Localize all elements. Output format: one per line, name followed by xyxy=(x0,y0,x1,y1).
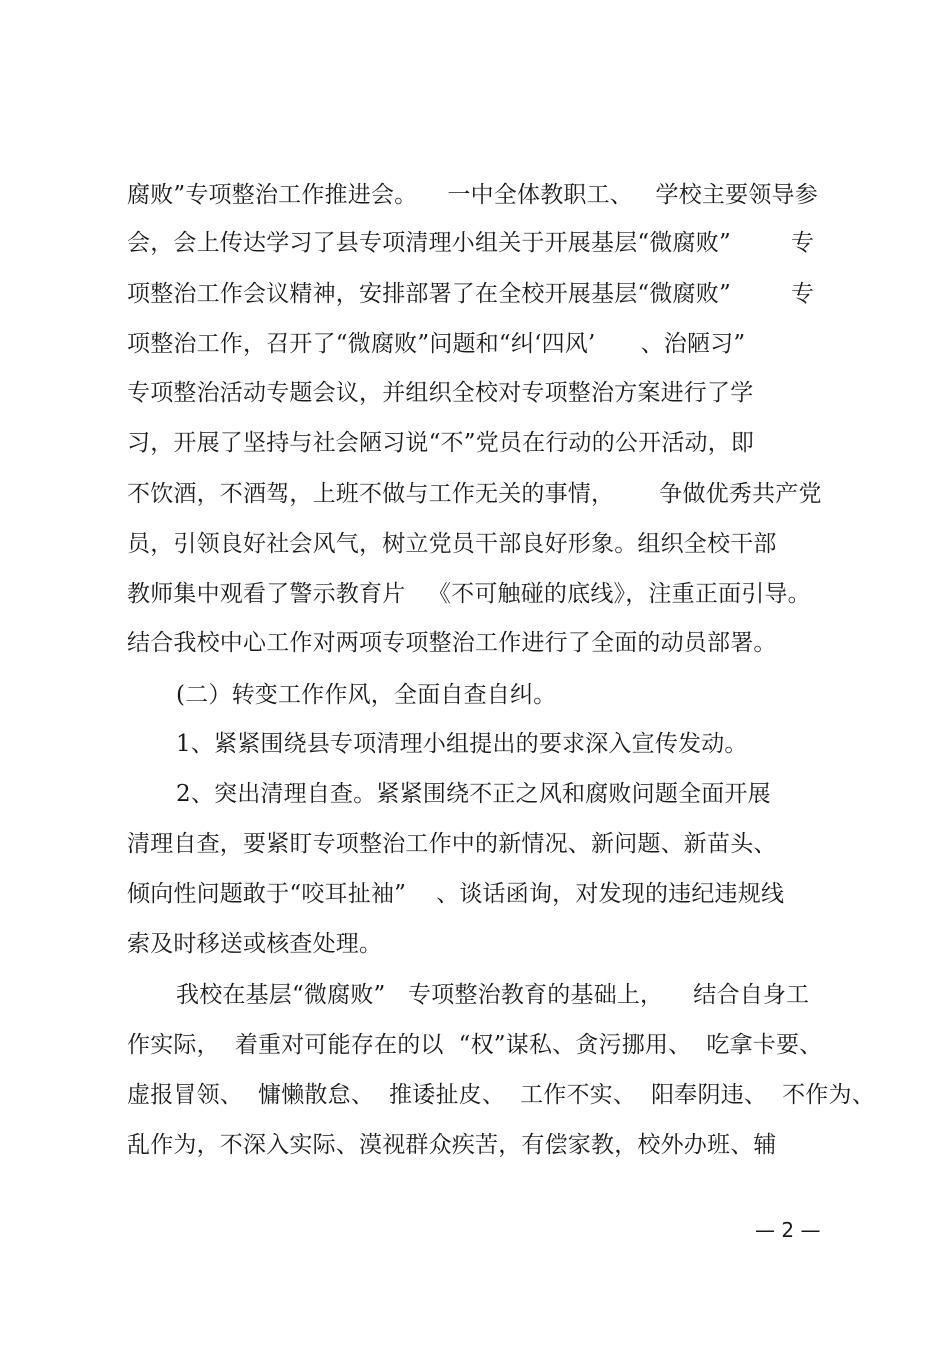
text-line: 我校在基层“微腐败” 专项整治教育的基础上， 结合自身工 xyxy=(176,982,810,1008)
page-number: — 2 — xyxy=(755,1218,821,1242)
text-line: 项整治工作，召开了“微腐败”问题和“纠‘四风’ 、治陋习” xyxy=(127,331,746,357)
section-heading: (二）转变工作作风，全面自查自纠。 xyxy=(176,682,557,708)
text-line: 索及时移送或核查处理。 xyxy=(127,931,383,957)
text-line: 员，引领良好社会风气，树立党员干部良好形象。组织全校干部 xyxy=(127,531,777,557)
text-line: 乱作为，不深入实际、漠视群众疾苦，有偿家教，校外办班、辅 xyxy=(127,1132,777,1158)
text-line: 清理自查，要紧盯专项整治工作中的新情况、新问题、新苗头、 xyxy=(127,831,777,857)
text-line: 作实际， 着重对可能存在的以 “权”谋私、贪污挪用、 吃拿卡要、 xyxy=(127,1032,823,1058)
text-line: 1、紧紧围绕县专项清理小组提出的要求深入宣传发动。 xyxy=(176,731,748,757)
text-line: 腐败”专项整治工作推进会。 一中全体教职工、 学校主要领导参 xyxy=(127,182,818,208)
text-line: 结合我校中心工作对两项专项整治工作进行了全面的动员部署。 xyxy=(127,630,777,656)
text-line: 2、突出清理自查。紧紧围绕不正之风和腐败问题全面开展 xyxy=(176,781,771,807)
text-line: 不饮酒，不酒驾，上班不做与工作无关的事情， 争做优秀共产党 xyxy=(127,481,822,507)
text-line: 项整治工作会议精神，安排部署了在全校开展基层“微腐败” 专 xyxy=(127,281,815,307)
text-line: 倾向性问题敢于“咬耳扯袖” 、谈话函询，对发现的违纪违规线 xyxy=(127,881,785,907)
text-line: 虚报冒领、 慵懒散怠、 推诿扯皮、 工作不实、 阳奉阴违、 不作为、 xyxy=(127,1082,875,1108)
text-line: 教师集中观看了警示教育片 《不可触碰的底线》，注重正面引导。 xyxy=(127,581,811,607)
text-line: 会，会上传达学习了县专项清理小组关于开展基层“微腐败” 专 xyxy=(127,230,815,256)
text-line: 习，开展了坚持与社会陋习说“不”党员在行动的公开活动，即 xyxy=(127,430,755,456)
text-line: 专项整治活动专题会议，并组织全校对专项整治方案进行了学 xyxy=(127,380,754,406)
